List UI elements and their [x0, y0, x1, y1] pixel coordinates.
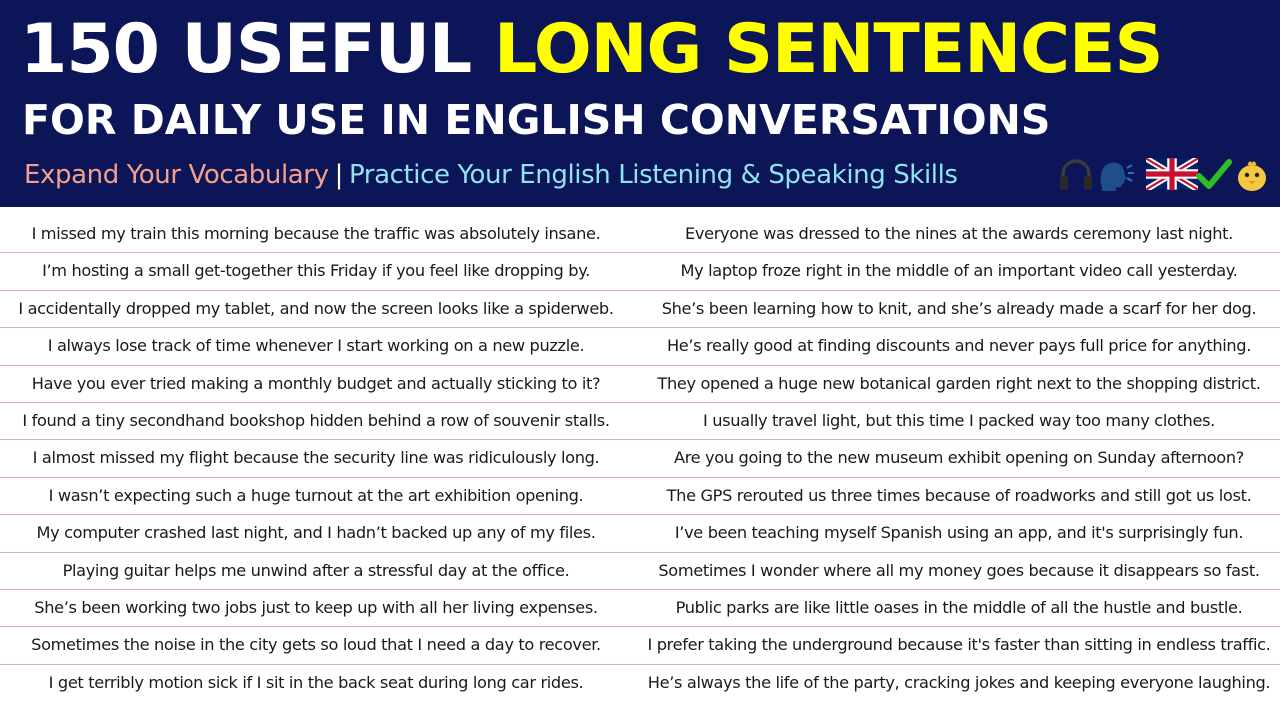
- sentence-left: I get terribly motion sick if I sit in the back seat during long car rides.: [48, 672, 584, 692]
- table-row: [0, 515, 1280, 552]
- table-row: [0, 291, 1280, 328]
- table-row: [0, 665, 1280, 702]
- title-highlight: LONG SENTENCES: [493, 10, 1163, 89]
- sentence-right: Are you going to the new museum exhibit opening on Sunday afternoon?: [673, 448, 1245, 468]
- subtitle-separator: |: [334, 160, 343, 190]
- subtitle-right: Practice Your English Listening & Speaking Skills: [348, 160, 958, 190]
- sentence-left: My computer crashed last night, and I hadn’t backed up any of my files.: [36, 523, 596, 543]
- subtitle-left: Expand Your Vocabulary: [24, 160, 329, 190]
- table-row: [0, 553, 1280, 590]
- sentence-left: I missed my train this morning because the traffic was absolutely insane.: [31, 224, 601, 243]
- sentence-left: She’s been working two jobs just to keep up with all her living expenses.: [34, 597, 598, 617]
- sentence-right: I prefer taking the underground because it's faster than sitting in endless traffic.: [647, 635, 1271, 655]
- title-part1: 150 USEFUL: [20, 10, 494, 89]
- sentence-left: Sometimes the noise in the city gets so loud that I need a day to recover.: [31, 635, 601, 655]
- table-row: [0, 403, 1280, 440]
- sentence-right: She’s been learning how to knit, and she’s already made a scarf for her dog.: [661, 298, 1257, 318]
- sentence-right: The GPS rerouted us three times because of roadworks and still got us lost.: [666, 485, 1252, 505]
- sentence-right: Everyone was dressed to the nines at the awards ceremony last night.: [685, 224, 1233, 243]
- title-line2: FOR DAILY USE IN ENGLISH CONVERSATIONS: [22, 96, 1051, 144]
- uk-flag-icon: [1146, 158, 1198, 190]
- check-mark-icon: [1196, 158, 1232, 192]
- sentence-right: Public parks are like little oases in the middle of all the hustle and bustle.: [675, 597, 1243, 617]
- table-row: [0, 328, 1280, 365]
- sentence-right: I’ve been teaching myself Spanish using an app, and it's surprisingly fun.: [674, 523, 1244, 543]
- sentence-left: I always lose track of time whenever I start working on a new puzzle.: [47, 336, 585, 356]
- table-row: [0, 366, 1280, 403]
- table-row: [0, 440, 1280, 477]
- sentence-table: [0, 216, 1280, 702]
- sentence-right: I usually travel light, but this time I packed way too many clothes.: [703, 410, 1215, 430]
- main-title: [20, 8, 1260, 92]
- speaking-head-icon: [1096, 158, 1136, 192]
- sentence-left: I found a tiny secondhand bookshop hidden behind a row of souvenir stalls.: [22, 410, 610, 430]
- title-banner: [0, 0, 1280, 207]
- table-row: [0, 590, 1280, 627]
- table-row: [0, 627, 1280, 664]
- emoji-bar: [1058, 152, 1272, 198]
- table-row: [0, 253, 1280, 290]
- sentence-left: Have you ever tried making a monthly budget and actually sticking to it?: [31, 373, 601, 393]
- sentence-right: My laptop froze right in the middle of an important video call yesterday.: [680, 261, 1238, 281]
- sentence-left: Playing guitar helps me unwind after a stressful day at the office.: [62, 560, 570, 580]
- sentence-right: He’s really good at finding discounts and never pays full price for anything.: [666, 336, 1252, 356]
- sentence-left: I accidentally dropped my tablet, and now the screen looks like a spiderweb.: [18, 298, 614, 318]
- subtitle: [24, 152, 958, 198]
- chick-icon: [1234, 158, 1270, 194]
- sentence-left: I’m hosting a small get-together this Friday if you feel like dropping by.: [42, 261, 590, 281]
- sentence-left: I wasn’t expecting such a huge turnout at the art exhibition opening.: [48, 485, 584, 505]
- sentence-right: They opened a huge new botanical garden right next to the shopping district.: [657, 373, 1261, 393]
- table-row: [0, 478, 1280, 515]
- sentence-left: I almost missed my flight because the security line was ridiculously long.: [32, 448, 600, 468]
- headphones-icon: [1058, 158, 1094, 192]
- sentence-right: He’s always the life of the party, cracking jokes and keeping everyone laughing.: [647, 672, 1271, 692]
- table-row: [0, 216, 1280, 253]
- sentence-right: Sometimes I wonder where all my money goes because it disappears so fast.: [658, 560, 1260, 580]
